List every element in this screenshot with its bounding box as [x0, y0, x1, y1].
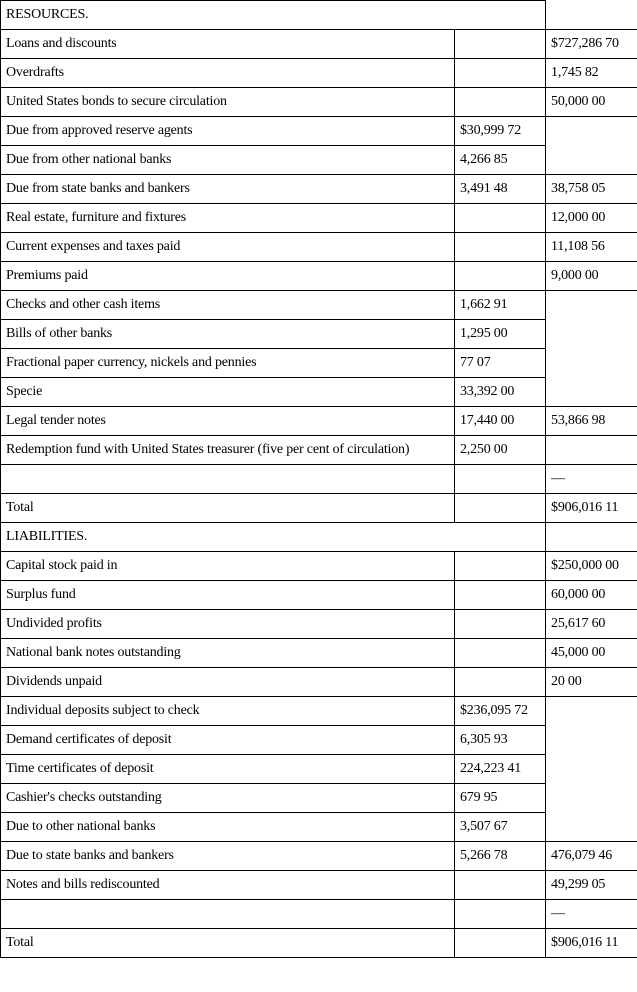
- table-row: [1, 784, 637, 813]
- row-amount-col2: [455, 552, 546, 581]
- row-amount-col3: [546, 117, 637, 146]
- table-row: [1, 842, 637, 871]
- row-amount-col3: [546, 146, 637, 175]
- row-amount-col2: [455, 88, 546, 117]
- row-amount-col3: [546, 813, 637, 842]
- row-label: National bank notes outstanding: [1, 639, 455, 668]
- row-amount-col3: [546, 349, 637, 378]
- row-amount-col2: 224,223 41: [455, 755, 546, 784]
- table-row: [1, 175, 637, 204]
- row-amount-col2: [455, 262, 546, 291]
- row-amount-col3: 49,299 05: [546, 871, 637, 900]
- row-label: United States bonds to secure circulation: [1, 88, 455, 117]
- row-amount-col3: [546, 436, 637, 465]
- row-amount-col3: [546, 320, 637, 349]
- row-amount-col2: 17,440 00: [455, 407, 546, 436]
- row-amount-col3: [546, 291, 637, 320]
- row-amount-col2: 3,491 48: [455, 175, 546, 204]
- table-row: [1, 233, 637, 262]
- total-value: $906,016 11: [546, 929, 637, 958]
- total-value: $906,016 11: [546, 494, 637, 523]
- row-label: Capital stock paid in: [1, 552, 455, 581]
- row-amount-col3: 1,745 82: [546, 59, 637, 88]
- table-row: [1, 610, 637, 639]
- row-amount-col3: 11,108 56: [546, 233, 637, 262]
- row-label: Fractional paper currency, nickels and pennies: [1, 349, 455, 378]
- row-amount-col2: 3,507 67: [455, 813, 546, 842]
- row-label: Undivided profits: [1, 610, 455, 639]
- table-row: [1, 697, 637, 726]
- row-amount-col3: 476,079 46: [546, 842, 637, 871]
- row-amount-col2: [455, 900, 546, 929]
- row-amount-col2: [455, 581, 546, 610]
- table-row: [1, 668, 637, 697]
- row-label: Overdrafts: [1, 59, 455, 88]
- row-amount-col2: [455, 639, 546, 668]
- row-amount-col3: 20 00: [546, 668, 637, 697]
- table-row: [1, 436, 637, 465]
- row-label: Due from state banks and bankers: [1, 175, 455, 204]
- section-heading: LIABILITIES.: [1, 523, 546, 552]
- table-row: [1, 900, 637, 929]
- table-row: [1, 59, 637, 88]
- total-label: Total: [1, 929, 455, 958]
- total-row: [1, 494, 637, 523]
- row-amount-col3: $250,000 00: [546, 552, 637, 581]
- row-amount-col2: [455, 30, 546, 59]
- table-row: [1, 349, 637, 378]
- row-label: [1, 900, 455, 929]
- table-row: [1, 755, 637, 784]
- subtotal-dash: —: [546, 465, 637, 494]
- row-label: Redemption fund with United States treasurer (five per cent of circulation): [1, 436, 455, 465]
- row-label: Loans and discounts: [1, 30, 455, 59]
- row-amount-col3: 45,000 00: [546, 639, 637, 668]
- table-row: [1, 726, 637, 755]
- row-amount-col2: 1,295 00: [455, 320, 546, 349]
- row-amount-col2: [455, 465, 546, 494]
- table-row: [1, 30, 637, 59]
- row-label: Due to other national banks: [1, 813, 455, 842]
- row-amount-col3: 53,866 98: [546, 407, 637, 436]
- row-label: Checks and other cash items: [1, 291, 455, 320]
- row-label: Premiums paid: [1, 262, 455, 291]
- row-amount-col3: 50,000 00: [546, 88, 637, 117]
- table-row: [1, 378, 637, 407]
- row-amount-col3: 9,000 00: [546, 262, 637, 291]
- row-label: Notes and bills rediscounted: [1, 871, 455, 900]
- table-row: [1, 552, 637, 581]
- section-heading: RESOURCES.: [1, 1, 546, 30]
- row-amount-col3: $727,286 70: [546, 30, 637, 59]
- section-heading-row: [1, 1, 637, 30]
- table-row: [1, 465, 637, 494]
- table-row: [1, 117, 637, 146]
- row-label: Individual deposits subject to check: [1, 697, 455, 726]
- total-row: [1, 929, 637, 958]
- table-row: [1, 204, 637, 233]
- row-amount-col2: 33,392 00: [455, 378, 546, 407]
- row-amount-col2: 5,266 78: [455, 842, 546, 871]
- row-label: Time certificates of deposit: [1, 755, 455, 784]
- row-amount-col2: $236,095 72: [455, 697, 546, 726]
- row-amount-col2: [455, 929, 546, 958]
- row-label: Due from other national banks: [1, 146, 455, 175]
- table-row: [1, 871, 637, 900]
- row-amount-col3: 25,617 60: [546, 610, 637, 639]
- table-row: [1, 262, 637, 291]
- table-row: [1, 146, 637, 175]
- row-amount-col2: $30,999 72: [455, 117, 546, 146]
- row-label: Due to state banks and bankers: [1, 842, 455, 871]
- row-amount-col3: [546, 726, 637, 755]
- table-row: [1, 320, 637, 349]
- row-label: Legal tender notes: [1, 407, 455, 436]
- table-row: [1, 813, 637, 842]
- row-amount-col3: [546, 755, 637, 784]
- row-label: [1, 465, 455, 494]
- row-amount-col2: 6,305 93: [455, 726, 546, 755]
- row-label: Bills of other banks: [1, 320, 455, 349]
- row-amount-col2: 2,250 00: [455, 436, 546, 465]
- row-amount-col2: 1,662 91: [455, 291, 546, 320]
- row-amount-col2: [455, 610, 546, 639]
- row-label: Surplus fund: [1, 581, 455, 610]
- row-amount-col2: [455, 494, 546, 523]
- row-amount-col2: [455, 59, 546, 88]
- row-label: Cashier's checks outstanding: [1, 784, 455, 813]
- total-label: Total: [1, 494, 455, 523]
- row-amount-col3: 12,000 00: [546, 204, 637, 233]
- row-amount-col2: 77 07: [455, 349, 546, 378]
- table-row: [1, 581, 637, 610]
- row-amount-col2: [455, 204, 546, 233]
- row-label: Dividends unpaid: [1, 668, 455, 697]
- row-amount-col2: [455, 233, 546, 262]
- row-amount-col2: 4,266 85: [455, 146, 546, 175]
- table-row: [1, 407, 637, 436]
- row-amount-col2: 679 95: [455, 784, 546, 813]
- row-amount-col3: [546, 378, 637, 407]
- row-amount-col2: [455, 668, 546, 697]
- row-amount-col3: 60,000 00: [546, 581, 637, 610]
- table-row: [1, 639, 637, 668]
- row-amount-col3: [546, 697, 637, 726]
- row-label: Current expenses and taxes paid: [1, 233, 455, 262]
- subtotal-dash: —: [546, 900, 637, 929]
- table-row: [1, 88, 637, 117]
- row-label: Real estate, furniture and fixtures: [1, 204, 455, 233]
- row-label: Specie: [1, 378, 455, 407]
- table-row: [1, 291, 637, 320]
- row-label: Due from approved reserve agents: [1, 117, 455, 146]
- row-amount-col3: 38,758 05: [546, 175, 637, 204]
- row-amount-col3: [546, 784, 637, 813]
- section-heading-row: [1, 523, 637, 552]
- row-label: Demand certificates of deposit: [1, 726, 455, 755]
- row-amount-col2: [455, 871, 546, 900]
